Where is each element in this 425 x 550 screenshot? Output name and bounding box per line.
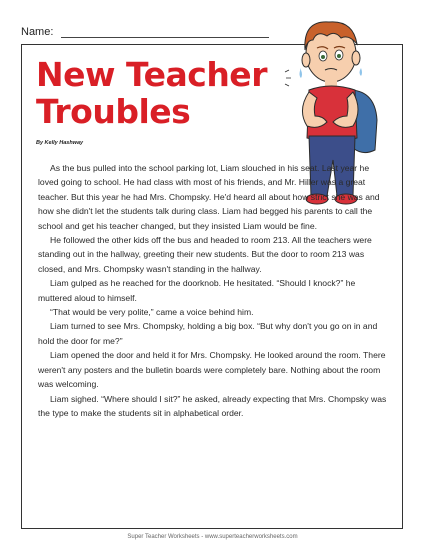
name-field-row (21, 22, 261, 42)
title-line-1: New Teacher (36, 55, 267, 94)
footer-credit: Super Teacher Worksheets - www.superteacherworksheets.com (127, 534, 298, 540)
story-paragraph: Liam gulped as he reached for the doorknob. He hesitated. “Should I knock?” he muttered aloud to himself. (38, 278, 356, 303)
story-paragraph: “That would be very polite,” came a voice behind him. (50, 307, 254, 318)
author-byline: By Kelly Hashway (36, 140, 84, 146)
story-text (38, 161, 388, 420)
name-label: Name: (21, 26, 54, 38)
story-paragraph: Liam opened the door and held it for Mrs. Chompsky. He looked around the room. There weren't any posters and the bulletin boards were completely bare. Nothing about the room was welcoming. (38, 350, 386, 390)
story-paragraph: Liam turned to see Mrs. Chompsky, holding a big box. “But why don't you go on in and hold the door for me?” (38, 321, 378, 346)
story-paragraph: He followed the other kids off the bus and headed to room 213. All the teachers were standing out in the hallway, greeting their new students. But the door to room 213 was closed, and Mrs. Chompsky wasn't standing in the hallway. (38, 235, 372, 274)
title-line-2: Troubles (36, 92, 191, 131)
name-blank-line[interactable] (61, 37, 269, 38)
story-paragraph: Liam sighed. “Where should I sit?” he asked, already expecting that Mrs. Chompsky was the type to make the students sit in alphabetical order. (38, 393, 387, 418)
story-title (36, 56, 267, 130)
story-paragraph: As the bus pulled into the school parking lot, Liam slouched in his seat. Last year he loved going to school. He had class with most of his friends, and Mr. Hiller was a great teacher. But this year he had Mrs. Chompsky. He'd heard all about how strict she was and how she didn't let the students talk during class. Liam had begged his parents to call the school and get his teacher changed, but they insisted Liam would be fine. (38, 163, 380, 231)
